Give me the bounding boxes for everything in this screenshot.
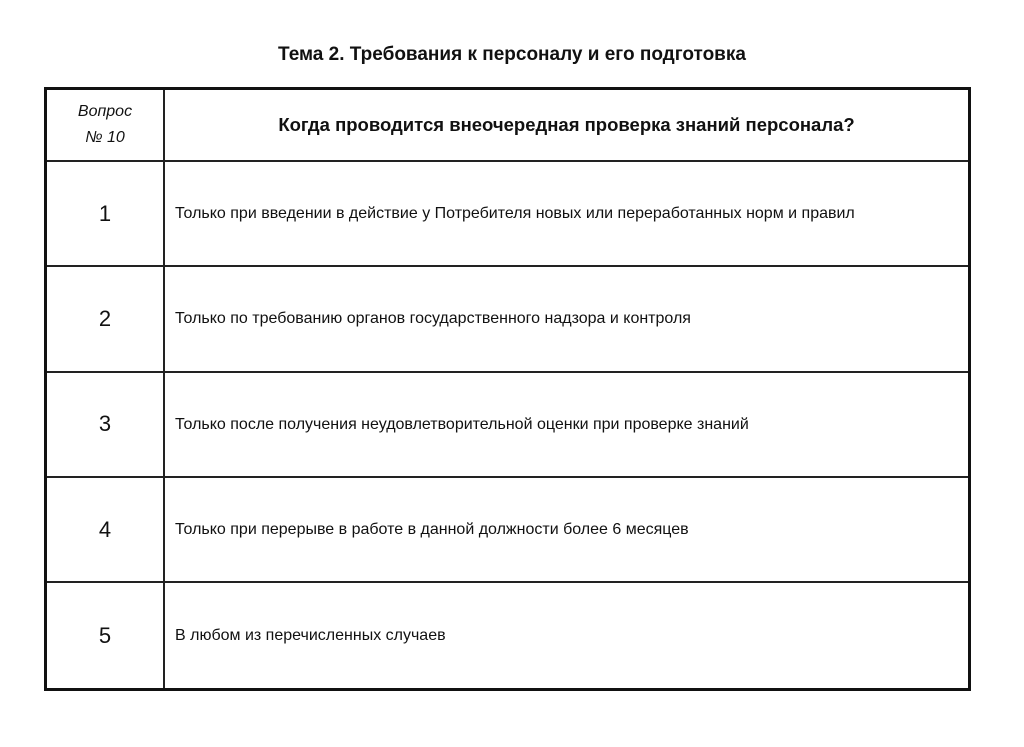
answer-text: Только при перерыве в работе в данной должности более 6 месяцев	[164, 477, 970, 582]
question-table	[44, 87, 971, 691]
answer-row[interactable]	[46, 372, 970, 477]
answer-text: Только по требованию органов государственного надзора и контроля	[164, 266, 970, 371]
answer-text: Только после получения неудовлетворительной оценки при проверке знаний	[164, 372, 970, 477]
answer-row[interactable]	[46, 477, 970, 582]
question-text: Когда проводится внеочередная проверка знаний персонала?	[164, 89, 970, 162]
answer-number: 2	[46, 266, 165, 371]
question-label	[46, 89, 165, 162]
question-header-row	[46, 89, 970, 162]
answer-text: Только при введении в действие у Потребителя новых или переработанных норм и правил	[164, 161, 970, 266]
question-label-line1: Вопрос	[77, 103, 133, 120]
answer-number: 3	[46, 372, 165, 477]
answer-number: 5	[46, 582, 165, 689]
answer-number: 4	[46, 477, 165, 582]
answer-number: 1	[46, 161, 165, 266]
page-title: Тема 2. Требования к персоналу и его подготовка	[278, 44, 746, 65]
answer-row[interactable]	[46, 582, 970, 689]
answer-row[interactable]	[46, 266, 970, 371]
answer-text: В любом из перечисленных случаев	[164, 582, 970, 689]
answer-row[interactable]	[46, 161, 970, 266]
question-number: № 10	[85, 129, 125, 146]
